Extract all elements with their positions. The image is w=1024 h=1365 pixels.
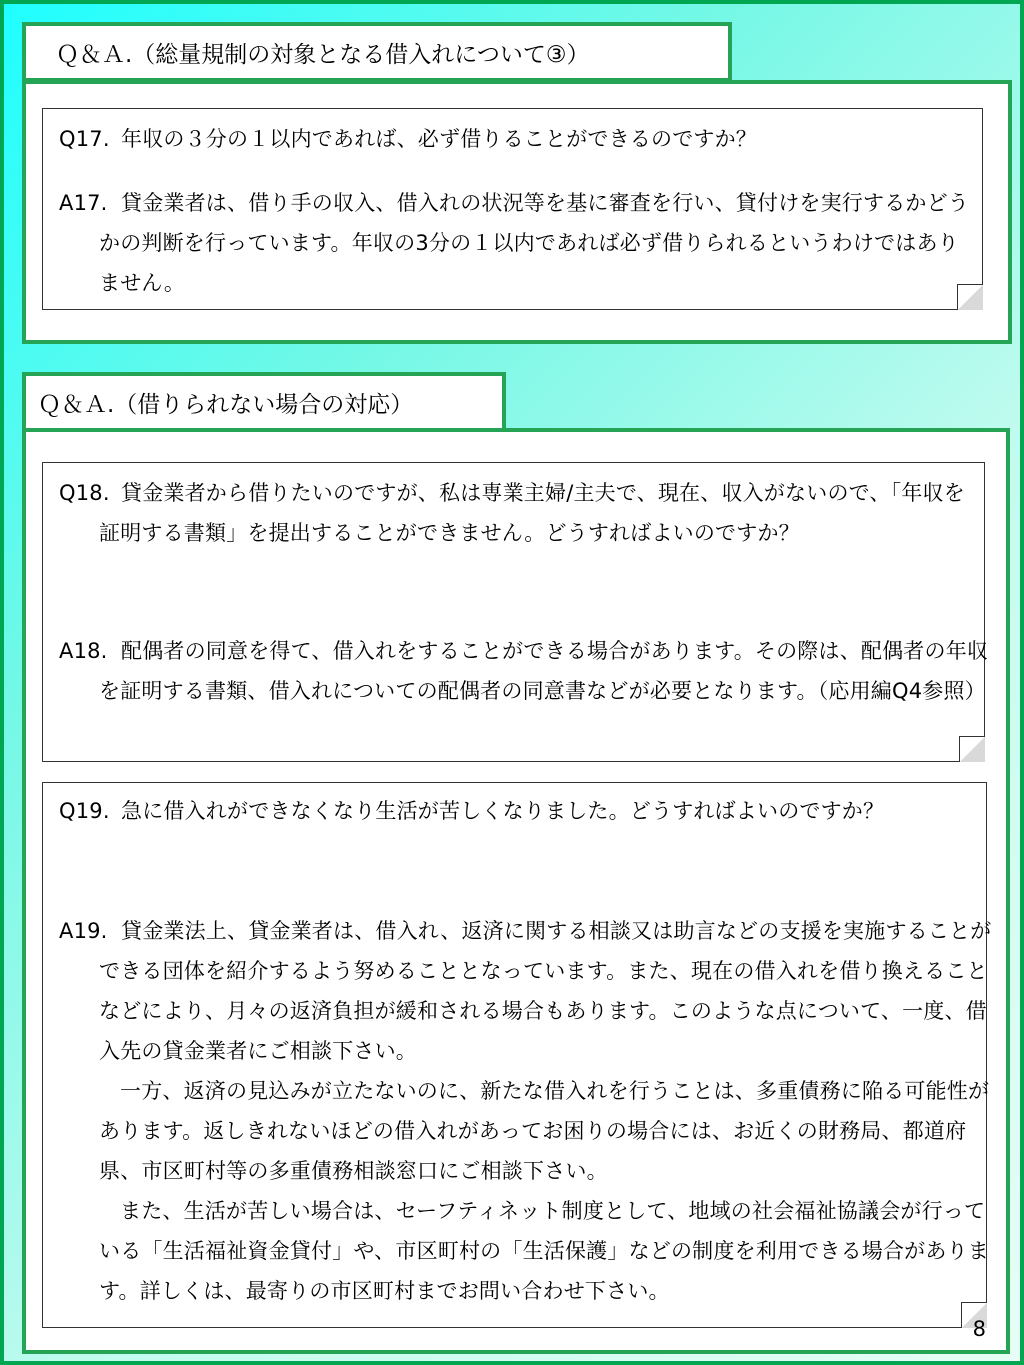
a18-answer [59, 631, 995, 711]
q18-question-text: 貸金業者から借りたいのですが、私は専業主婦/主夫で、現在、収入がないので、「年収を証明する書類」を提出することができません。どうすればよいのですか？ [99, 481, 965, 545]
page-curl-corner [957, 284, 983, 310]
section1-title: Ｑ＆Ａ.（総量規制の対象となる借入れについて③） [56, 41, 590, 68]
a19-answer [59, 911, 999, 1311]
a18-label: A18. [59, 639, 108, 663]
q17-card [42, 108, 983, 310]
a19-answer-para2: 一方、返済の見込みが立たないのに、新たな借入れを行うことは、多重債務に陥る可能性があります。返しきれないほどの借入れがあってお困りの場合には、お近くの財務局、都道府県、市区町村等の多重債務相談窓口にご相談下さい。 [99, 1079, 990, 1183]
page-curl-corner [959, 736, 985, 762]
a17-label: A17. [59, 191, 108, 215]
q19-card [42, 782, 992, 1328]
a17-answer [59, 183, 979, 303]
a19-answer-para3: また、生活が苦しい場合は、セーフティネット制度として、地域の社会福祉協議会が行っている「生活福祉資金貸付」や、市区町村の「生活保護」などの制度を利用できる場合があります。詳しくは、最寄りの市区町村までお問い合わせ下さい。 [99, 1199, 989, 1303]
page-number: 8 [972, 1317, 986, 1341]
q17-question-text: 年収の３分の１以内であれば、必ず借りることができるのですか？ [121, 127, 757, 151]
section2-title: Ｑ＆Ａ.（借りられない場合の対応） [38, 391, 414, 418]
q18-label: Q18. [59, 481, 110, 505]
a17-answer-text: 貸金業者は、借り手の収入、借入れの状況等を基に審査を行い、貸付けを実行するかどうかの判断を行っています。年収の3分の１以内であれば必ず借りられるというわけではありません。 [99, 191, 969, 295]
q18-question [59, 473, 979, 553]
q18-card [42, 462, 989, 762]
q17-question [59, 119, 979, 159]
q17-label: Q17. [59, 127, 110, 151]
section1-title-tab [22, 22, 732, 82]
section2-title-tab [22, 372, 506, 432]
q19-question-text: 急に借入れができなくなり生活が苦しくなりました。どうすればよいのですか？ [121, 799, 885, 823]
q19-question [59, 791, 959, 831]
a18-answer-text: 配偶者の同意を得て、借入れをすることができる場合があります。その際は、配偶者の年収を証明する書類、借入れについての配偶者の同意書などが必要となります。（応用編Q4参照） [99, 639, 989, 703]
a19-label: A19. [59, 919, 108, 943]
a19-answer-para1: 貸金業法上、貸金業者は、借入れ、返済に関する相談又は助言などの支援を実施することができる団体を紹介するよう努めることとなっています。また、現在の借入れを借り換えることなどにより、月々の返済負担が緩和される場合もあります。このような点について、一度、借入先の貸金業者にご相談下さい。 [99, 919, 992, 1063]
q19-label: Q19. [59, 799, 110, 823]
